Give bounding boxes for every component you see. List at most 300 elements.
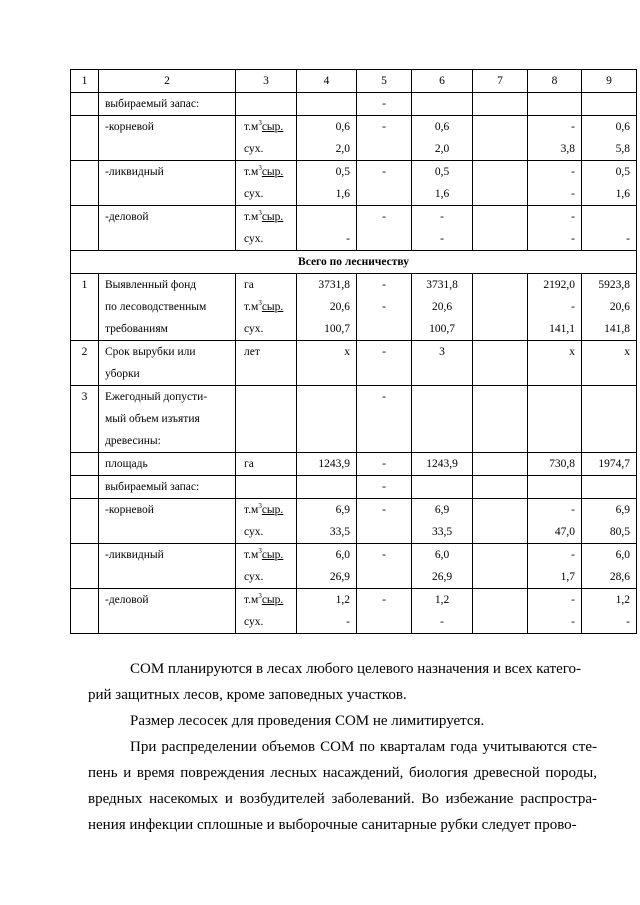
col4-value-line: 26,9	[329, 571, 350, 583]
col6-value	[412, 499, 473, 544]
col5-value-line: -	[382, 166, 386, 178]
col4-value	[297, 499, 357, 544]
unit-cell-line: $т.м^3сыр$.	[244, 547, 284, 561]
col5-value-line	[361, 566, 407, 588]
col6-value-line	[416, 476, 468, 498]
col5-value-line: -	[382, 481, 386, 493]
col7-value-line	[477, 386, 523, 408]
table-row	[71, 116, 637, 161]
column-number-header: 8	[528, 70, 582, 93]
col7-value-line	[477, 161, 523, 183]
col6-value-line: 33,5	[431, 526, 453, 538]
col9-value-line	[586, 363, 630, 385]
col5-value-line: -	[382, 391, 386, 403]
col8-value-line: -	[571, 166, 575, 178]
column-number-header: 1	[71, 70, 99, 93]
col6-value-line	[416, 408, 468, 430]
col9-value-line: 0,5	[615, 166, 630, 178]
col9-value-line	[586, 93, 630, 115]
indicator-name	[99, 206, 236, 251]
unit-cell	[236, 116, 297, 161]
col4-value-line	[301, 363, 350, 385]
table-row	[71, 386, 637, 453]
col4-value-line: х	[344, 346, 350, 358]
indicator-name-line: -корневой	[105, 121, 154, 133]
indicator-name-line: требованиям	[105, 323, 168, 335]
row-number-text: 2	[81, 346, 88, 358]
col8-value-line: -	[571, 594, 575, 606]
col6-value-line: 100,7	[429, 323, 455, 335]
col8-value	[528, 589, 582, 634]
unit-cell	[236, 341, 297, 386]
row-number	[71, 161, 99, 206]
col7-value-line	[477, 430, 523, 452]
col9-value	[582, 476, 637, 499]
col7-value	[473, 544, 528, 589]
col5-value-line	[361, 521, 407, 543]
col8-value-line: -	[571, 188, 575, 200]
unit-cell-line	[244, 430, 292, 452]
col6-value-line: 2,0	[434, 143, 450, 155]
col6-value-line: 6,0	[434, 549, 450, 561]
col9-value-line: х	[624, 346, 630, 358]
col8-value-line: х	[569, 346, 575, 358]
unit-cell-line	[244, 408, 292, 430]
col8-value	[528, 161, 582, 206]
col8-value-line: -	[571, 504, 575, 516]
col6-value-line	[416, 386, 468, 408]
col8-value-line: -	[571, 549, 575, 561]
unit-cell-line	[244, 363, 292, 385]
table-row	[71, 589, 637, 634]
indicator-name	[99, 161, 236, 206]
col9-value-line: 20,6	[609, 301, 630, 313]
col4-value-line	[301, 476, 350, 498]
unit-cell	[236, 93, 297, 116]
col9-value-line: 5,8	[615, 143, 630, 155]
column-number-header: 7	[473, 70, 528, 93]
col4-value	[297, 161, 357, 206]
body-text	[88, 656, 597, 838]
row-number	[71, 453, 99, 476]
indicator-name-line: древесины:	[105, 435, 161, 447]
col8-value-line	[532, 93, 575, 115]
col9-value-line: -	[626, 616, 630, 628]
unit-cell	[236, 274, 297, 341]
indicator-name	[99, 386, 236, 453]
col9-value-line	[586, 386, 630, 408]
unit-cell-line: сух.	[244, 233, 264, 245]
indicator-name-line: по лесоводственным	[105, 301, 207, 313]
indicator-name	[99, 476, 236, 499]
col6-value	[412, 206, 473, 251]
col4-value-line: 1243,9	[318, 458, 350, 470]
col9-value-line	[586, 206, 630, 228]
col6-value	[412, 274, 473, 341]
table-row	[71, 274, 637, 341]
col5-value	[357, 116, 412, 161]
col5-value	[357, 206, 412, 251]
col6-value-line: 26,9	[431, 571, 453, 583]
col7-value-line	[477, 408, 523, 430]
col8-value-line	[532, 386, 575, 408]
indicator-name-line: -деловой	[105, 594, 149, 606]
row-number	[71, 386, 99, 453]
unit-cell-line: га	[244, 279, 254, 291]
row-number	[71, 476, 99, 499]
row-number-text	[75, 116, 94, 138]
col8-value-line: -	[571, 233, 575, 245]
col6-value-line	[416, 430, 468, 452]
col9-value-line	[586, 476, 630, 498]
col7-value	[473, 341, 528, 386]
col5-value-line	[361, 611, 407, 633]
col4-value-line	[301, 430, 350, 452]
col4-value	[297, 453, 357, 476]
indicator-name	[99, 116, 236, 161]
col5-value-line: -	[382, 301, 386, 313]
indicator-name	[99, 93, 236, 116]
col7-value	[473, 453, 528, 476]
indicator-name-line	[105, 611, 231, 633]
col8-value	[528, 386, 582, 453]
col6-value-line: 1,6	[434, 188, 450, 200]
row-number	[71, 499, 99, 544]
col7-value-line	[477, 93, 523, 115]
indicator-name-line	[105, 521, 231, 543]
table-row	[71, 206, 637, 251]
col5-value-line: -	[382, 504, 386, 516]
column-number-header: 9	[582, 70, 637, 93]
col8-value	[528, 453, 582, 476]
col4-value-line	[301, 206, 350, 228]
col8-value-line: -	[571, 301, 575, 313]
indicator-name	[99, 274, 236, 341]
table-header-row	[71, 70, 637, 93]
col6-value	[412, 386, 473, 453]
col7-value-line	[477, 453, 523, 475]
col7-value-line	[477, 228, 523, 250]
col8-value-line: 730,8	[549, 458, 575, 470]
indicator-name	[99, 544, 236, 589]
col6-value-line: 3	[439, 346, 445, 358]
col5-value-line	[361, 183, 407, 205]
col5-value-line: -	[382, 279, 386, 291]
col4-value-line: 1,6	[335, 188, 350, 200]
indicator-name	[99, 499, 236, 544]
col4-value-line: 1,2	[335, 594, 350, 606]
col4-value	[297, 341, 357, 386]
table-row	[71, 341, 637, 386]
col8-value-line	[532, 408, 575, 430]
unit-cell-line: сух.	[244, 526, 264, 538]
col9-value	[582, 206, 637, 251]
col6-value-line	[416, 363, 468, 385]
col5-value	[357, 274, 412, 341]
col9-value	[582, 453, 637, 476]
col7-value-line	[477, 476, 523, 498]
col4-value-line: -	[346, 616, 350, 628]
col6-value	[412, 476, 473, 499]
column-number-header: 2	[99, 70, 236, 93]
col9-value-line: 5923,8	[598, 279, 630, 291]
unit-cell	[236, 544, 297, 589]
col8-value	[528, 93, 582, 116]
unit-cell-line: $т.м^3сыр$.	[244, 119, 284, 133]
col5-value-line: -	[382, 458, 386, 470]
indicator-name-line: -корневой	[105, 504, 154, 516]
row-number	[71, 206, 99, 251]
col5-value-line: -	[382, 98, 386, 110]
unit-cell-line	[244, 476, 292, 498]
indicator-name-line	[105, 228, 231, 250]
col7-value-line	[477, 544, 523, 566]
indicator-name-line: мый объем изъятия	[105, 413, 200, 425]
col6-value	[412, 341, 473, 386]
col7-value-line	[477, 521, 523, 543]
col6-value-line: 6,9	[434, 504, 450, 516]
col5-value	[357, 161, 412, 206]
col6-value	[412, 544, 473, 589]
col9-value	[582, 341, 637, 386]
col9-value-line: 1,2	[615, 594, 630, 606]
col9-value-line: 28,6	[609, 571, 630, 583]
col9-value	[582, 499, 637, 544]
col5-value	[357, 386, 412, 453]
col6-value-line: 0,6	[434, 121, 450, 133]
col4-value	[297, 93, 357, 116]
unit-cell-line: лет	[244, 346, 260, 358]
col7-value	[473, 386, 528, 453]
col7-value-line	[477, 566, 523, 588]
col8-value-line: 1,7	[560, 571, 575, 583]
col7-value-line	[477, 274, 523, 296]
row-number-text: 3	[81, 391, 88, 403]
col5-value-line	[361, 318, 407, 340]
row-number-text: 1	[81, 279, 88, 291]
table-row	[71, 544, 637, 589]
col9-value-line	[586, 430, 630, 452]
col4-value-line: 6,0	[335, 549, 350, 561]
paragraph-3: При распределении объемов СОМ по кварталам года учитываются сте-пень и время повреждения лесных насаждений, биология древесной породы, вредных насекомых и возбудителей заболеваний. Во избежание распростра-нения инфекции сплошные и выборочные санитарные рубки следует прово-	[88, 739, 597, 833]
col5-value-line: -	[382, 211, 386, 223]
indicator-name-line: площадь	[105, 458, 148, 470]
col8-value	[528, 476, 582, 499]
col5-value	[357, 453, 412, 476]
col9-value	[582, 93, 637, 116]
col6-value	[412, 161, 473, 206]
unit-cell-line: $т.м^3сыр$.	[244, 164, 284, 178]
col4-value-line: 6,9	[335, 504, 350, 516]
row-number-text	[75, 453, 94, 475]
col6-value-line: -	[440, 616, 444, 628]
indicator-name-line: -деловой	[105, 211, 149, 223]
col9-value-line: 1974,7	[598, 458, 630, 470]
unit-cell	[236, 476, 297, 499]
col5-value	[357, 341, 412, 386]
col6-value	[412, 453, 473, 476]
col5-value-line	[361, 363, 407, 385]
unit-cell-line	[244, 93, 292, 115]
unit-cell	[236, 386, 297, 453]
col4-value-line: 33,5	[329, 526, 350, 538]
col8-value-line	[532, 430, 575, 452]
table-row	[71, 453, 637, 476]
indicator-name	[99, 341, 236, 386]
col7-value-line	[477, 183, 523, 205]
unit-cell	[236, 453, 297, 476]
table-row	[71, 499, 637, 544]
col9-value-line: 141,8	[604, 323, 630, 335]
col6-value-line: -	[440, 211, 444, 223]
row-number	[71, 589, 99, 634]
col5-value-line: -	[382, 594, 386, 606]
indicator-name-line: выбираемый запас:	[105, 481, 200, 493]
col4-value	[297, 206, 357, 251]
row-number-text	[75, 161, 94, 183]
indicator-name-line	[105, 138, 231, 160]
row-number	[71, 544, 99, 589]
col4-value-line: 0,6	[335, 121, 350, 133]
col7-value-line	[477, 499, 523, 521]
col5-value	[357, 544, 412, 589]
col7-value	[473, 206, 528, 251]
col9-value	[582, 589, 637, 634]
table-row	[71, 476, 637, 499]
col5-value-line	[361, 430, 407, 452]
unit-cell-line: сух.	[244, 143, 264, 155]
col5-value	[357, 499, 412, 544]
indicator-name-line: -ликвидный	[105, 549, 164, 561]
col9-value-line: 80,5	[609, 526, 630, 538]
col4-value	[297, 274, 357, 341]
col6-value	[412, 116, 473, 161]
column-number-header: 5	[357, 70, 412, 93]
col4-value-line: 2,0	[335, 143, 350, 155]
col4-value-line	[301, 386, 350, 408]
col4-value	[297, 116, 357, 161]
indicator-name-line: Срок вырубки или	[105, 346, 196, 358]
indicator-name-line: уборки	[105, 368, 140, 380]
col7-value	[473, 274, 528, 341]
col8-value-line	[532, 363, 575, 385]
column-number-header: 6	[412, 70, 473, 93]
unit-cell-line: $т.м^3сыр$.	[244, 209, 284, 223]
table-row	[71, 161, 637, 206]
col6-value-line: 3731,8	[426, 279, 458, 291]
col8-value	[528, 341, 582, 386]
col7-value	[473, 116, 528, 161]
unit-cell-line: $т.м^3сыр$.	[244, 592, 284, 606]
col4-value-line	[301, 408, 350, 430]
indicator-name	[99, 589, 236, 634]
col9-value-line: 6,9	[615, 504, 630, 516]
col9-value-line: -	[626, 233, 630, 245]
col8-value	[528, 116, 582, 161]
col9-value-line: 0,6	[615, 121, 630, 133]
col8-value-line: 141,1	[549, 323, 575, 335]
col9-value-line: 6,0	[615, 549, 630, 561]
row-number	[71, 274, 99, 341]
indicator-name-line	[105, 183, 231, 205]
col4-value	[297, 544, 357, 589]
row-number-text	[75, 499, 94, 521]
col8-value-line: -	[571, 616, 575, 628]
section-title: Всего по лесничеству	[71, 251, 637, 274]
section-row	[71, 251, 637, 274]
col6-value-line: 1243,9	[426, 458, 458, 470]
col7-value	[473, 93, 528, 116]
col5-value	[357, 93, 412, 116]
row-number	[71, 116, 99, 161]
col8-value-line: 47,0	[554, 526, 575, 538]
col7-value-line	[477, 611, 523, 633]
indicator-name-line: Ежегодный допусти-	[105, 391, 208, 403]
col9-value	[582, 386, 637, 453]
col4-value-line: 0,5	[335, 166, 350, 178]
unit-cell	[236, 206, 297, 251]
column-number-header: 3	[236, 70, 297, 93]
paragraph-2: Размер лесосек для проведения СОМ не лимитируется.	[130, 713, 485, 729]
col5-value-line	[361, 138, 407, 160]
col6-value-line: 0,5	[434, 166, 450, 178]
col7-value-line	[477, 116, 523, 138]
indicator-name-line: Выявленный фонд	[105, 279, 197, 291]
unit-cell-line: $т.м^3сыр$.	[244, 299, 284, 313]
indicator-name	[99, 453, 236, 476]
unit-cell-line: сух.	[244, 323, 264, 335]
col9-value-line	[586, 408, 630, 430]
col4-value-line: -	[346, 233, 350, 245]
col9-value	[582, 274, 637, 341]
col4-value	[297, 589, 357, 634]
col9-value-line: 1,6	[615, 188, 630, 200]
col6-value	[412, 589, 473, 634]
unit-cell-line: сух.	[244, 616, 264, 628]
col4-value	[297, 476, 357, 499]
col7-value	[473, 161, 528, 206]
unit-cell	[236, 161, 297, 206]
paragraph-1: СОМ планируются в лесах любого целевого назначения и всех катего- рий защитных лесов, кроме заповедных участков.	[88, 661, 582, 703]
col4-value-line: 3731,8	[318, 279, 350, 291]
unit-cell	[236, 589, 297, 634]
unit-cell	[236, 499, 297, 544]
row-number-text	[75, 544, 94, 566]
col6-value-line: -	[440, 233, 444, 245]
col5-value	[357, 589, 412, 634]
col4-value	[297, 386, 357, 453]
col8-value	[528, 274, 582, 341]
row-number	[71, 93, 99, 116]
col6-value-line: 20,6	[431, 301, 453, 313]
row-number-text	[75, 93, 94, 115]
row-number	[71, 341, 99, 386]
col9-value	[582, 544, 637, 589]
unit-cell-line: $т.м^3сыр$.	[244, 502, 284, 516]
col5-value-line	[361, 408, 407, 430]
col9-value	[582, 161, 637, 206]
col9-value	[582, 116, 637, 161]
col7-value	[473, 476, 528, 499]
unit-cell-line	[244, 386, 292, 408]
col4-value-line: 100,7	[324, 323, 350, 335]
row-number-text	[75, 206, 94, 228]
col5-value-line	[361, 228, 407, 250]
row-number-text	[75, 589, 94, 611]
indicator-name-line	[105, 566, 231, 588]
col7-value	[473, 499, 528, 544]
col8-value-line: 3,8	[560, 143, 575, 155]
